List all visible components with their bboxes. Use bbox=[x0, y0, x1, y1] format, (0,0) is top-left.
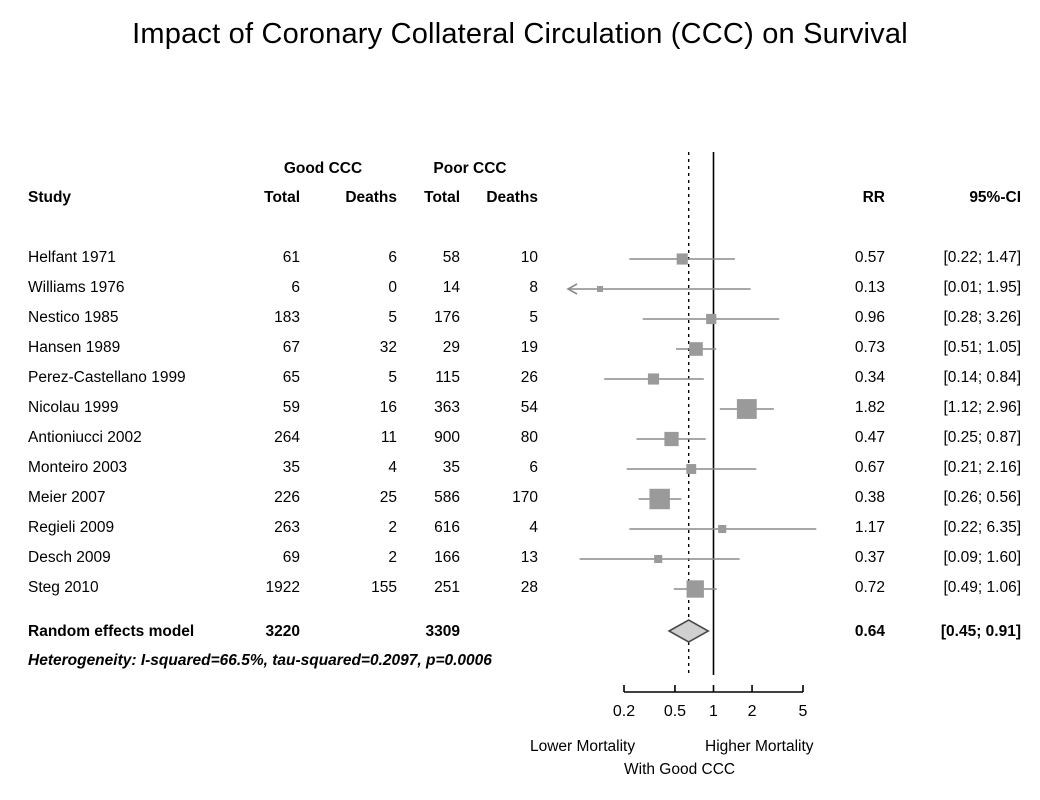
poor-total: 35 bbox=[442, 459, 460, 476]
good-deaths: 6 bbox=[388, 249, 397, 266]
rr-value: 0.67 bbox=[854, 459, 885, 476]
study-name: Meier 2007 bbox=[28, 489, 106, 506]
study-name: Monteiro 2003 bbox=[28, 459, 128, 476]
good-total: 61 bbox=[282, 249, 300, 266]
rr-value: 0.73 bbox=[854, 339, 885, 356]
good-deaths: 2 bbox=[388, 519, 397, 536]
summary-ci: [0.45; 0.91] bbox=[940, 623, 1021, 640]
axis-tick-0.2: 0.2 bbox=[612, 703, 636, 720]
axis-tick-2: 2 bbox=[747, 703, 757, 720]
good-deaths: 5 bbox=[388, 309, 397, 326]
axis-tick-5: 5 bbox=[798, 703, 808, 720]
ci-value: [0.09; 1.60] bbox=[943, 549, 1021, 566]
poor-total: 115 bbox=[435, 369, 460, 386]
poor-deaths: 54 bbox=[520, 399, 538, 416]
ci-value: [0.51; 1.05] bbox=[943, 339, 1021, 356]
axis-tick-0.5: 0.5 bbox=[663, 703, 687, 720]
rr-value: 0.13 bbox=[854, 279, 885, 296]
axis-right-label: Higher Mortality bbox=[705, 738, 814, 755]
heterogeneity-text: Heterogeneity: I-squared=66.5%, tau-squared=0.2097, p=0.0006 bbox=[28, 652, 492, 669]
summary-good-total: 3220 bbox=[265, 623, 300, 640]
good-deaths: 0 bbox=[388, 279, 397, 296]
rr-value: 0.57 bbox=[854, 249, 885, 266]
poor-total: 14 bbox=[442, 279, 460, 296]
column-header-good-deaths: Deaths bbox=[345, 189, 397, 206]
ci-value: [0.22; 1.47] bbox=[943, 249, 1021, 266]
good-deaths: 4 bbox=[388, 459, 397, 476]
axis-tick-1: 1 bbox=[709, 703, 718, 720]
ci-value: [0.25; 0.87] bbox=[943, 429, 1021, 446]
good-total: 65 bbox=[282, 369, 300, 386]
column-header-study: Study bbox=[28, 189, 72, 206]
good-deaths: 5 bbox=[388, 369, 397, 386]
poor-total: 616 bbox=[434, 519, 460, 536]
ci-value: [0.49; 1.06] bbox=[943, 579, 1021, 596]
good-total: 1922 bbox=[265, 579, 300, 596]
study-name: Williams 1976 bbox=[28, 279, 125, 296]
poor-deaths: 6 bbox=[529, 459, 538, 476]
ci-value: [0.26; 0.56] bbox=[943, 489, 1021, 506]
column-header-poor-deaths: Deaths bbox=[486, 189, 538, 206]
study-name: Perez-Castellano 1999 bbox=[28, 369, 186, 386]
poor-total: 58 bbox=[442, 249, 460, 266]
poor-deaths: 10 bbox=[520, 249, 538, 266]
rr-value: 0.72 bbox=[854, 579, 885, 596]
axis-left-label-2: With Good CCC bbox=[624, 761, 736, 778]
column-header-poor-total: Total bbox=[424, 189, 460, 206]
rr-value: 0.47 bbox=[854, 429, 885, 446]
study-name: Nestico 1985 bbox=[28, 309, 119, 326]
summary-label: Random effects model bbox=[28, 623, 195, 640]
poor-total: 900 bbox=[434, 429, 460, 446]
good-total: 263 bbox=[274, 519, 300, 536]
ci-value: [1.12; 2.96] bbox=[943, 399, 1021, 416]
group-header-good: Good CCC bbox=[283, 160, 363, 177]
good-deaths: 2 bbox=[388, 549, 397, 566]
poor-total: 251 bbox=[434, 579, 460, 596]
study-name: Regieli 2009 bbox=[28, 519, 115, 536]
good-total: 59 bbox=[282, 399, 300, 416]
study-name: Steg 2010 bbox=[28, 579, 99, 596]
good-deaths: 32 bbox=[379, 339, 397, 356]
rr-value: 1.82 bbox=[854, 399, 885, 416]
rr-value: 0.38 bbox=[854, 489, 885, 506]
summary-rr: 0.64 bbox=[854, 623, 885, 640]
good-total: 226 bbox=[274, 489, 300, 506]
poor-total: 586 bbox=[434, 489, 460, 506]
poor-total: 176 bbox=[434, 309, 460, 326]
good-total: 67 bbox=[282, 339, 300, 356]
poor-deaths: 5 bbox=[529, 309, 538, 326]
study-name: Nicolau 1999 bbox=[28, 399, 119, 416]
ci-value: [0.22; 6.35] bbox=[943, 519, 1021, 536]
study-name: Helfant 1971 bbox=[28, 249, 116, 266]
axis-left-label: Lower Mortality bbox=[530, 738, 636, 755]
good-deaths: 16 bbox=[379, 399, 397, 416]
poor-total: 29 bbox=[442, 339, 460, 356]
rr-value: 0.34 bbox=[854, 369, 885, 386]
good-deaths: 11 bbox=[380, 429, 397, 446]
column-header-good-total: Total bbox=[264, 189, 300, 206]
ci-value: [0.01; 1.95] bbox=[943, 279, 1021, 296]
column-header-rr: RR bbox=[862, 189, 885, 206]
poor-deaths: 4 bbox=[529, 519, 538, 536]
poor-deaths: 26 bbox=[520, 369, 538, 386]
good-total: 69 bbox=[282, 549, 300, 566]
poor-deaths: 8 bbox=[529, 279, 538, 296]
ci-value: [0.28; 3.26] bbox=[943, 309, 1021, 326]
rr-value: 0.37 bbox=[854, 549, 885, 566]
good-deaths: 25 bbox=[379, 489, 397, 506]
good-total: 183 bbox=[274, 309, 300, 326]
good-deaths: 155 bbox=[371, 579, 397, 596]
poor-total: 166 bbox=[434, 549, 460, 566]
poor-deaths: 13 bbox=[520, 549, 538, 566]
study-name: Hansen 1989 bbox=[28, 339, 121, 356]
poor-total: 363 bbox=[434, 399, 460, 416]
poor-deaths: 19 bbox=[520, 339, 538, 356]
ci-value: [0.14; 0.84] bbox=[943, 369, 1021, 386]
rr-value: 1.17 bbox=[854, 519, 885, 536]
good-total: 6 bbox=[291, 279, 300, 296]
group-header-poor: Poor CCC bbox=[433, 160, 507, 177]
study-name: Antioniucci 2002 bbox=[28, 429, 142, 446]
page-title: Impact of Coronary Collateral Circulation (CCC) on Survival bbox=[132, 18, 908, 50]
study-name: Desch 2009 bbox=[28, 549, 111, 566]
column-header-ci: 95%-CI bbox=[969, 189, 1021, 206]
summary-poor-total: 3309 bbox=[425, 623, 460, 640]
good-total: 264 bbox=[274, 429, 300, 446]
poor-deaths: 80 bbox=[520, 429, 538, 446]
good-total: 35 bbox=[282, 459, 300, 476]
rr-value: 0.96 bbox=[854, 309, 885, 326]
poor-deaths: 28 bbox=[520, 579, 538, 596]
ci-value: [0.21; 2.16] bbox=[943, 459, 1021, 476]
poor-deaths: 170 bbox=[512, 489, 538, 506]
